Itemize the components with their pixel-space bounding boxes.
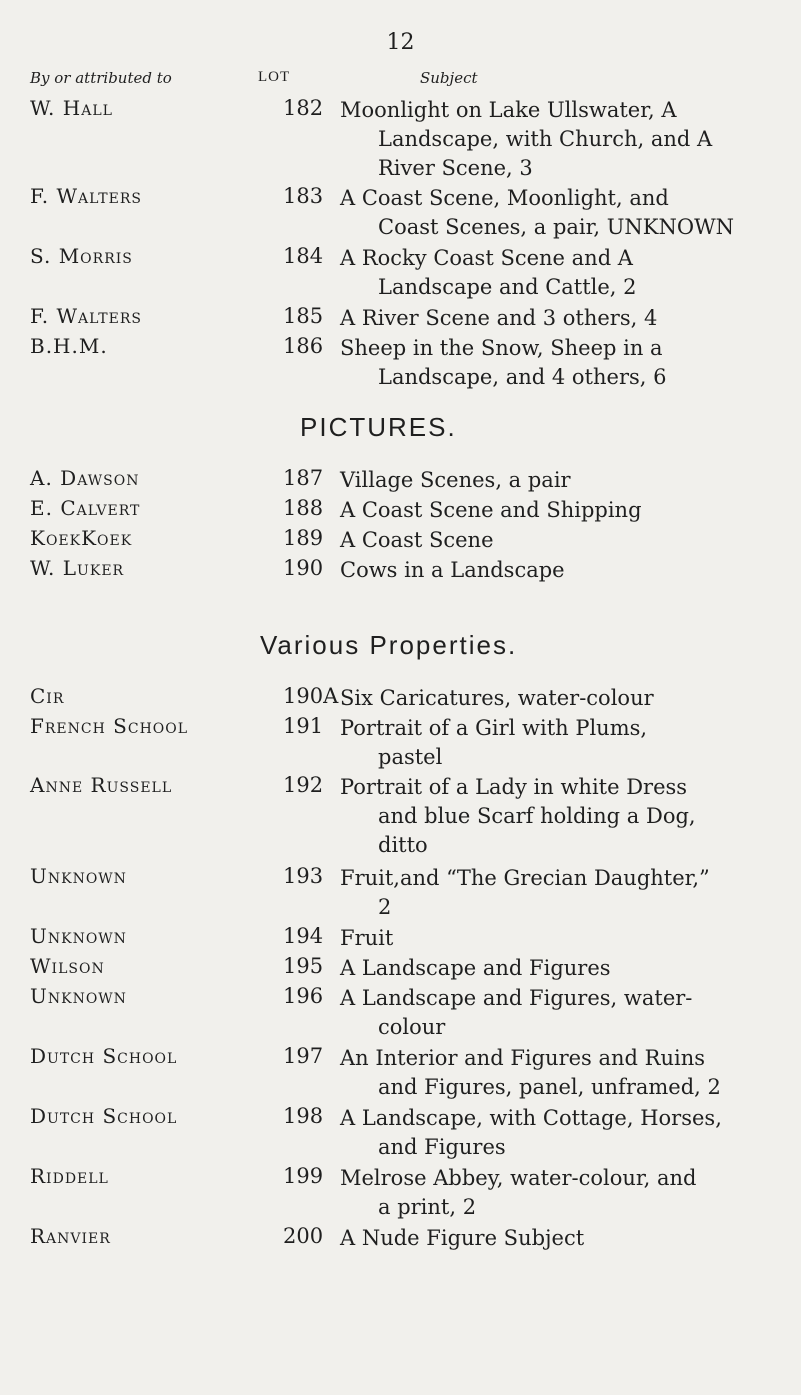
artist-name: W. Luker — [30, 556, 125, 580]
subject-line: Village Scenes, a pair — [340, 468, 571, 492]
lot-number: 190 — [283, 556, 324, 580]
subject-line: River Scene, 3 — [378, 156, 533, 180]
subject-line: A Nude Figure Subject — [340, 1226, 585, 1250]
subject-line: pastel — [378, 745, 443, 769]
lot-number: 195 — [283, 954, 324, 978]
artist-name: Ranvier — [30, 1224, 111, 1248]
lot-subject — [340, 773, 780, 860]
subject-line: A Landscape and Figures, water- — [340, 986, 693, 1010]
lot-subject — [340, 954, 780, 983]
lot-number: 192 — [283, 773, 324, 797]
artist-name: S. Morris — [30, 244, 133, 268]
lot-subject — [340, 466, 780, 495]
lot-number: 198 — [283, 1104, 324, 1128]
subject-line: Portrait of a Girl with Plums, — [340, 716, 648, 740]
subject-line: A Rocky Coast Scene and A — [340, 246, 633, 270]
lot-number: 184 — [283, 244, 324, 268]
subject-line: colour — [378, 1015, 446, 1039]
section-heading-pictures: PICTURES. — [300, 412, 457, 442]
subject-line: Fruit,and “The Grecian Daughter,” — [340, 866, 710, 890]
subject-line: Landscape, with Church, and A — [378, 127, 713, 151]
artist-name: Dutch School — [30, 1104, 178, 1128]
page-number: 12 — [386, 30, 415, 55]
lot-number: 190A — [283, 684, 339, 708]
section-heading-various-properties: Various Properties. — [260, 630, 518, 660]
artist-column-header: By or attributed to — [30, 69, 172, 87]
lot-number: 200 — [283, 1224, 324, 1248]
artist-name: Cir — [30, 684, 65, 708]
subject-line: A Coast Scene and Shipping — [340, 498, 642, 522]
subject-line: Landscape and Cattle, 2 — [378, 275, 637, 299]
subject-line: Moonlight on Lake Ullswater, A — [340, 98, 677, 122]
artist-name: KoekKoek — [30, 526, 133, 550]
lot-subject — [340, 184, 780, 242]
subject-line: A Landscape and Figures — [340, 956, 611, 980]
lot-number: 183 — [283, 184, 324, 208]
artist-name: Unknown — [30, 864, 127, 888]
artist-name: French School — [30, 714, 189, 738]
lot-number: 196 — [283, 984, 324, 1008]
subject-line: A Landscape, with Cottage, Horses, — [340, 1106, 722, 1130]
subject-line: and blue Scarf holding a Dog, — [378, 804, 696, 828]
subject-line: Landscape, and 4 others, 6 — [378, 365, 667, 389]
artist-name: Dutch School — [30, 1044, 178, 1068]
artist-name: B.H.M. — [30, 334, 108, 358]
subject-line: 2 — [378, 895, 392, 919]
subject-line: Melrose Abbey, water-colour, and — [340, 1166, 697, 1190]
subject-line: A Coast Scene, Moonlight, and — [340, 186, 669, 210]
artist-name: Wilson — [30, 954, 105, 978]
subject-column-header: Subject — [420, 69, 478, 87]
lot-subject — [340, 334, 780, 392]
artist-name: Riddell — [30, 1164, 109, 1188]
artist-name: Anne Russell — [30, 773, 173, 797]
lot-number: 188 — [283, 496, 324, 520]
lot-subject — [340, 304, 780, 333]
lot-subject — [340, 1044, 780, 1102]
subject-line: A Coast Scene — [340, 528, 494, 552]
artist-name: F. Walters — [30, 304, 142, 328]
subject-line: An Interior and Figures and Ruins — [340, 1046, 706, 1070]
lot-number: 187 — [283, 466, 324, 490]
lot-subject — [340, 1224, 780, 1253]
artist-name: F. Walters — [30, 184, 142, 208]
subject-line: Sheep in the Snow, Sheep in a — [340, 336, 663, 360]
subject-line: Cows in a Landscape — [340, 558, 565, 582]
lot-subject — [340, 244, 780, 302]
lot-number: 194 — [283, 924, 324, 948]
lot-number: 186 — [283, 334, 324, 358]
lot-number: 189 — [283, 526, 324, 550]
lot-subject — [340, 924, 780, 953]
artist-name: Unknown — [30, 984, 127, 1008]
subject-line: Portrait of a Lady in white Dress — [340, 775, 688, 799]
artist-name: Unknown — [30, 924, 127, 948]
lot-subject — [340, 96, 780, 183]
lot-number: 182 — [283, 96, 324, 120]
lot-subject — [340, 496, 780, 525]
lot-number: 193 — [283, 864, 324, 888]
lot-subject — [340, 684, 780, 713]
lot-number: 199 — [283, 1164, 324, 1188]
subject-line: ditto — [378, 833, 428, 857]
lot-subject — [340, 526, 780, 555]
lot-subject — [340, 984, 780, 1042]
artist-name: E. Calvert — [30, 496, 141, 520]
subject-line: Fruit — [340, 926, 394, 950]
lot-number: 185 — [283, 304, 324, 328]
subject-line: Coast Scenes, a pair, UNKNOWN — [378, 215, 735, 239]
lot-subject — [340, 864, 780, 922]
artist-name: A. Dawson — [30, 466, 140, 490]
lot-number: 191 — [283, 714, 324, 738]
lot-number: 197 — [283, 1044, 324, 1068]
lot-column-header: LOT — [258, 69, 291, 85]
lot-subject — [340, 1104, 780, 1162]
artist-name: W. Hall — [30, 96, 113, 120]
subject-line: a print, 2 — [378, 1195, 477, 1219]
lot-subject — [340, 714, 780, 772]
subject-line: and Figures — [378, 1135, 506, 1159]
lot-subject — [340, 1164, 780, 1222]
lot-subject — [340, 556, 780, 585]
subject-line: Six Caricatures, water-colour — [340, 686, 654, 710]
subject-line: and Figures, panel, unframed, 2 — [378, 1075, 721, 1099]
subject-line: A River Scene and 3 others, 4 — [340, 306, 658, 330]
